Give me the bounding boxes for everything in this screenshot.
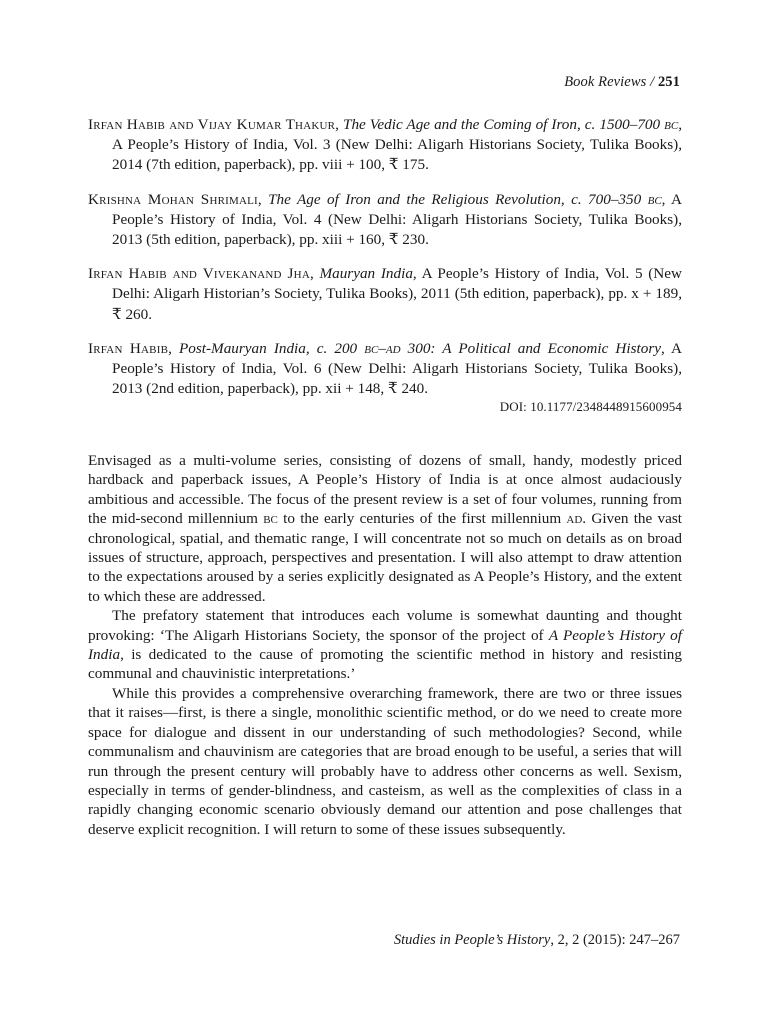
journal-citation-footer: [394, 932, 680, 949]
reference-details: , A People’s History of India, Vol. 6 (New Delhi: Aligarh Historians Society, Tulika Books), 2013 (2nd edition, paperback), pp. xii + 148, ₹ 240.: [112, 339, 682, 398]
journal-title: Studies in People’s History: [393, 932, 551, 948]
running-head: [564, 74, 680, 91]
reference-title: The Age of Iron and the Religious Revolution, c. 700–350 bc: [268, 190, 662, 208]
book-reference: Irfan Habib, Post-Mauryan India, c. 200 bc–ad 300: A Political and Economic History, A People’s History of India, Vol. 6 (New Delhi: Aligarh Historians Society, Tulika Books), 2013 (2nd edition, paperback), pp. xii + 148, ₹ 240.: [88, 339, 682, 398]
book-reference: Irfan Habib and Vivekanand Jha, Mauryan India, A People’s History of India, Vol. 5 (New Delhi: Aligarh Historian’s Society, Tulika Books), 2011 (5th edition, paperback), pp. x + 189, ₹ 260.: [88, 265, 682, 323]
body-paragraph: While this provides a comprehensive overarching framework, there are two or three issues that it raises—first, is there a single, monolithic scientific method, or do we need to create more space for dialogue and dissent in our understanding of such methodologies? Second, while communalism and chauvinism are categories that are broad enough to be useful, a series that will run through the present century will probably have to address other concerns as well. Sexism, especially in terms of gender-blindness, and casteism, as well as the complexities of class in a rapidly changing economic scenario obviously demand our attention and pose challenges that deserve explicit recognition. I will return to some of these issues subsequently.: [88, 684, 682, 838]
reference-title: Mauryan India: [319, 265, 413, 283]
journal-volume-pages: , 2, 2 (2015): 247–267: [550, 932, 680, 948]
page-number: 251: [657, 74, 680, 90]
reference-details: , A People’s History of India, Vol. 4 (New Delhi: Aligarh Historians Society, Tulika Books), 2013 (5th edition, paperback), pp. xiii + 160, ₹ 230.: [112, 190, 682, 249]
reference-authors: Krishna Mohan Shrimali: [88, 190, 258, 208]
book-reference: Irfan Habib and Vijay Kumar Thakur, The Vedic Age and the Coming of Iron, c. 1500–700 bc, A People’s History of India, Vol. 3 (New Delhi: Aligarh Historians Society, Tulika Books), 2014 (7th edition, paperback), pp. viii + 100, ₹ 175.: [88, 116, 682, 174]
doi-link[interactable]: DOI: 10.1177/2348448915600954: [499, 399, 682, 415]
body-paragraph: Envisaged as a multi-volume series, consisting of dozens of small, handy, modestly priced hardback and paperback issues, A People’s History of India is at once almost audaciously ambitious and accessible. The focus of the present review is a set of four volumes, running from the mid-second millennium bc to the early centuries of the first millennium ad. Given the vast chronological, spatial, and thematic range, I will concentrate not so much on details as on broad issues of structure, approach, perspectives and presentation. I will also attempt to draw attention to the expectations aroused by a series explicitly designated as A People’s History, and the extent to which these are addressed.: [88, 452, 682, 605]
reference-authors: Irfan Habib and Vivekanand Jha: [88, 265, 310, 283]
reference-authors: Irfan Habib and Vijay Kumar Thakur: [88, 116, 336, 133]
body-paragraph: The prefatory statement that introduces each volume is somewhat daunting and thought provoking: ‘The Aligarh Historians Society, the sponsor of the project of A People’s History of India, is dedicated to the cause of promoting the scientific method in history and resisting communal and chauvinistic interpretations.’: [88, 607, 682, 683]
reference-details: , A People’s History of India, Vol. 3 (New Delhi: Aligarh Historians Society, Tulika Books), 2014 (7th edition, paperback), pp. viii + 100, ₹ 175.: [112, 116, 682, 174]
reference-authors: Irfan Habib: [88, 339, 169, 357]
review-body: [88, 451, 682, 839]
reference-title: Post-Mauryan India, c. 200 bc–ad 300: A Political and Economic History: [179, 339, 661, 357]
book-references: [88, 115, 682, 415]
reference-title: The Vedic Age and the Coming of Iron, c. 1500–700 bc: [343, 116, 679, 133]
reference-details: , A People’s History of India, Vol. 5 (New Delhi: Aligarh Historian’s Society, Tulika Books), 2011 (5th edition, paperback), pp. x + 189, ₹ 260.: [112, 265, 682, 323]
running-head-title: Book Reviews /: [564, 74, 655, 90]
book-reference: Krishna Mohan Shrimali, The Age of Iron and the Religious Revolution, c. 700–350 bc, A People’s History of India, Vol. 4 (New Delhi: Aligarh Historians Society, Tulika Books), 2013 (5th edition, paperback), pp. xiii + 160, ₹ 230.: [88, 190, 682, 249]
